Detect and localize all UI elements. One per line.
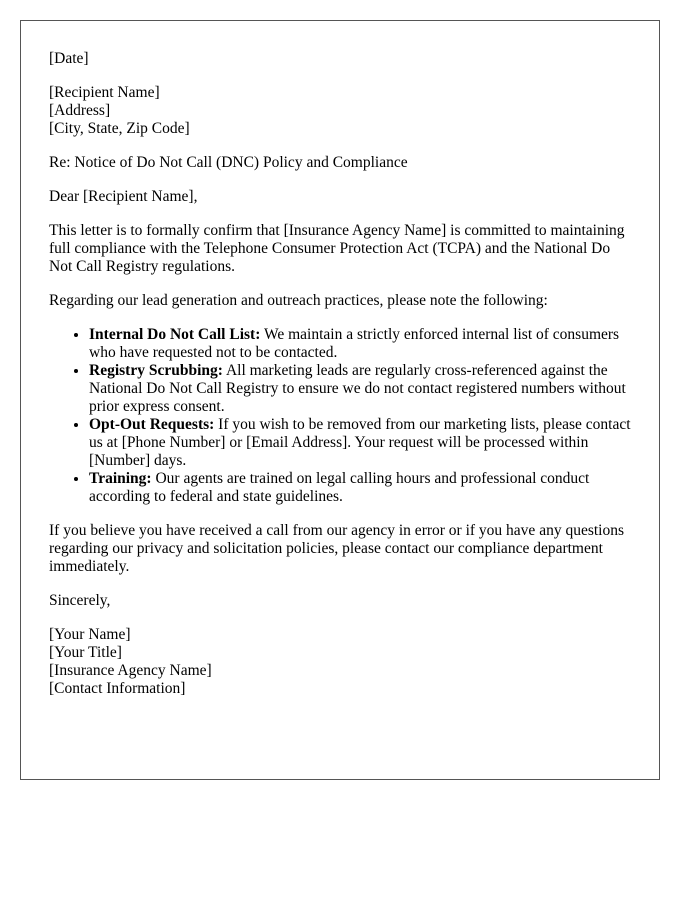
list-item-text: Our agents are trained on legal calling hours and professional conduct according to federal and state guidelines. bbox=[89, 470, 590, 505]
list-item-term: Registry Scrubbing: bbox=[89, 362, 223, 379]
list-item-text: All marketing leads are regularly cross-referenced against the National Do Not Call Registry to ensure we do not contact registered numbers without prior express consent. bbox=[89, 362, 626, 415]
list-item-term: Opt-Out Requests: bbox=[89, 416, 215, 433]
signer-title: [Your Title] bbox=[49, 644, 122, 661]
letter-intro-paragraph: This letter is to formally confirm that [Insurance Agency Name] is committed to maintaining full compliance with the Telephone Consumer Protection Act (TCPA) and the National Do Not Call Registry regulations. bbox=[49, 222, 625, 275]
practices-intro-paragraph: Regarding our lead generation and outreach practices, please note the following: bbox=[49, 292, 548, 309]
letter-page bbox=[20, 20, 660, 780]
list-item-text: We maintain a strictly enforced internal list of consumers who have requested not to be contacted. bbox=[89, 326, 620, 361]
list-item bbox=[89, 470, 631, 506]
signature-block bbox=[49, 626, 631, 698]
recipient-address-block bbox=[49, 84, 631, 138]
recipient-name: [Recipient Name] bbox=[49, 84, 160, 101]
letter-date: [Date] bbox=[49, 50, 89, 67]
sign-off: Sincerely, bbox=[49, 592, 111, 609]
list-item-text: If you wish to be removed from our marketing lists, please contact us at [Phone Number] or [Email Address]. Your request will be processed within [Number] days. bbox=[89, 416, 631, 469]
closing-paragraph: If you believe you have received a call from our agency in error or if you have any questions regarding our privacy and solicitation policies, please contact our compliance department immediately. bbox=[49, 522, 624, 575]
letter-subject: Re: Notice of Do Not Call (DNC) Policy and Compliance bbox=[49, 154, 408, 171]
signer-agency-name: [Insurance Agency Name] bbox=[49, 662, 212, 679]
recipient-city-state-zip: [City, State, Zip Code] bbox=[49, 120, 190, 137]
list-item bbox=[89, 416, 631, 470]
letter-salutation: Dear [Recipient Name], bbox=[49, 188, 198, 205]
practices-list bbox=[49, 326, 631, 506]
signer-contact-information: [Contact Information] bbox=[49, 680, 186, 697]
list-item-term: Training: bbox=[89, 470, 152, 487]
list-item bbox=[89, 362, 631, 416]
list-item bbox=[89, 326, 631, 362]
recipient-address: [Address] bbox=[49, 102, 111, 119]
signer-name: [Your Name] bbox=[49, 626, 131, 643]
list-item-term: Internal Do Not Call List: bbox=[89, 326, 261, 343]
